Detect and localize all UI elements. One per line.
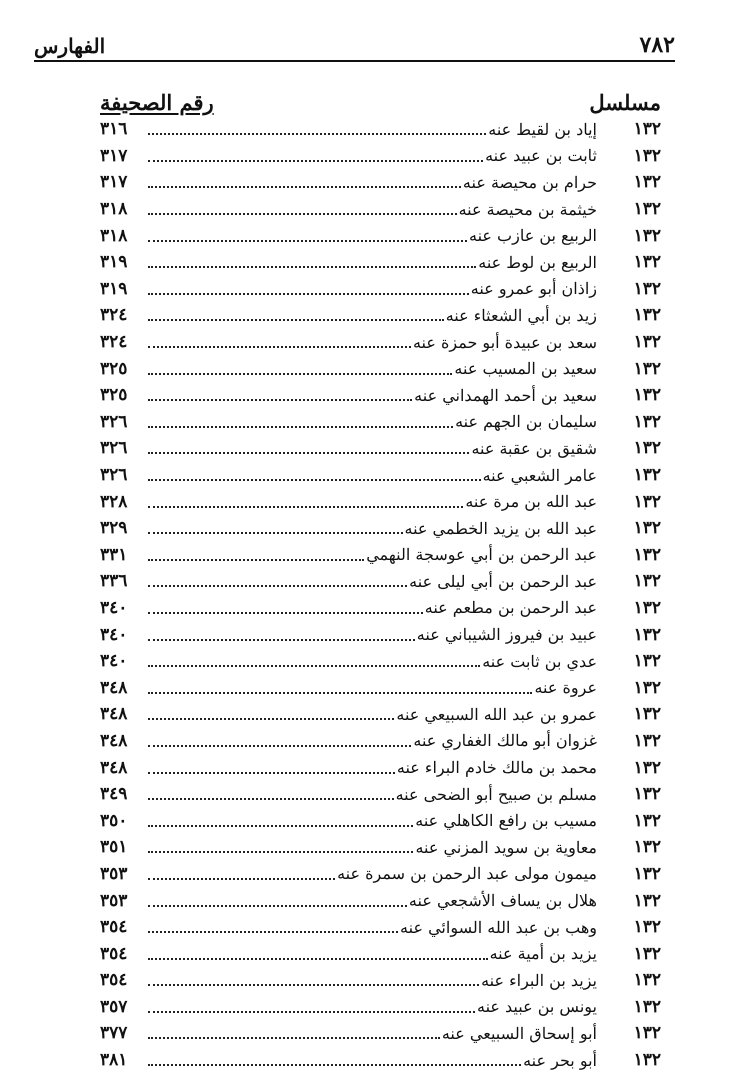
- dot-leader: [148, 931, 398, 933]
- entry-serial: ١٣٢: [633, 199, 661, 220]
- entry-name: عبد الرحمن بن أبي ليلى عنه: [409, 571, 597, 591]
- entry-page: ٣٤٨: [100, 704, 128, 725]
- dot-leader: [148, 745, 411, 747]
- entry-serial: ١٣٢: [633, 810, 661, 831]
- entry-serial: ١٣٢: [633, 730, 661, 751]
- entry-page: ٣٥٣: [100, 863, 128, 884]
- dot-leader: [148, 426, 453, 428]
- dot-leader: [148, 825, 413, 827]
- entry-name: حرام بن محيصة عنه: [462, 172, 597, 192]
- dot-leader: [148, 1064, 521, 1066]
- dot-leader: [148, 958, 488, 960]
- index-table-header: [100, 86, 661, 118]
- dot-leader: [148, 479, 481, 481]
- entry-page: ٣٢٥: [100, 385, 128, 406]
- entry-serial: ١٣٢: [633, 677, 661, 698]
- entry-name: عبيد بن فيروز الشيباني عنه: [416, 625, 597, 645]
- entry-page: ٣٢٩: [100, 518, 128, 539]
- entry-page: ٣٥٤: [100, 917, 128, 938]
- entry-page: ٣٨١: [100, 1050, 128, 1071]
- index-entry: [100, 674, 661, 701]
- index-entry: [100, 169, 661, 196]
- entry-page: ٣٢٤: [100, 332, 128, 353]
- dot-leader: [148, 293, 469, 295]
- index-entry: [100, 355, 661, 382]
- entry-serial: ١٣٢: [633, 1050, 661, 1071]
- running-title: الفهارس: [34, 34, 106, 58]
- entry-page: ٣٥٤: [100, 943, 128, 964]
- index-entry: [100, 914, 661, 941]
- entry-page: ٣٥٤: [100, 970, 128, 991]
- entry-name: مسيب بن رافع الكاهلي عنه: [415, 811, 597, 831]
- entry-name: ميمون مولى عبد الرحمن بن سمرة عنه: [337, 864, 597, 884]
- entry-name: شقيق بن عقبة عنه: [471, 438, 597, 458]
- index-entry: [100, 1047, 661, 1074]
- entry-name: ثابت بن عبيد عنه: [485, 146, 597, 166]
- entry-page: ٣٤٠: [100, 624, 128, 645]
- entry-serial: ١٣٢: [633, 145, 661, 166]
- entry-serial: ١٣٢: [633, 704, 661, 725]
- entry-name: سعيد بن أحمد الهمداني عنه: [414, 385, 597, 405]
- entry-name: يونس بن عبيد عنه: [476, 997, 597, 1017]
- dot-leader: [148, 798, 394, 800]
- entry-name: زاذان أبو عمرو عنه: [470, 279, 597, 299]
- page-number: ٧٨٢: [639, 32, 675, 58]
- entry-page: ٣١٦: [100, 119, 128, 140]
- dot-leader: [148, 585, 407, 587]
- entry-name: عبد الله بن مرة عنه: [465, 492, 597, 512]
- entry-page: ٣٢٦: [100, 465, 128, 486]
- dot-leader: [148, 319, 444, 321]
- entry-serial: ١٣٢: [633, 996, 661, 1017]
- entry-page: ٣٢٤: [100, 305, 128, 326]
- index-entry: [100, 302, 661, 329]
- dot-leader: [148, 373, 452, 375]
- dot-leader: [148, 160, 483, 162]
- entry-name: يزيد بن أمية عنه: [489, 944, 597, 964]
- index-entry: [100, 648, 661, 675]
- dot-leader: [148, 186, 461, 188]
- entry-name: إياد بن لقيط عنه: [488, 119, 597, 139]
- index-entry: [100, 329, 661, 356]
- entry-name: يزيد بن البراء عنه: [481, 970, 597, 990]
- index-entry: [100, 940, 661, 967]
- entry-serial: ١٣٢: [633, 970, 661, 991]
- index-entry: [100, 542, 661, 569]
- entry-serial: ١٣٢: [633, 332, 661, 353]
- index-entry: [100, 515, 661, 542]
- dot-leader: [148, 639, 415, 641]
- entry-serial: ١٣٢: [633, 278, 661, 299]
- entry-name: أبو بحر عنه: [523, 1050, 597, 1070]
- entry-page: ٣١٩: [100, 252, 128, 273]
- index-entry: [100, 488, 661, 515]
- entry-serial: ١٣٢: [633, 651, 661, 672]
- entry-serial: ١٣٢: [633, 784, 661, 805]
- entry-page: ٣٤٠: [100, 651, 128, 672]
- dot-leader: [148, 984, 479, 986]
- entry-serial: ١٣٢: [633, 917, 661, 938]
- index-entry: [100, 276, 661, 303]
- entry-serial: ١٣٢: [633, 571, 661, 592]
- index-entry: [100, 116, 661, 143]
- entry-page: ٣١٧: [100, 172, 128, 193]
- entry-serial: ١٣٢: [633, 172, 661, 193]
- entry-page: ٣٣١: [100, 544, 128, 565]
- dot-leader: [148, 1037, 440, 1039]
- entry-page: ٣١٨: [100, 199, 128, 220]
- entry-name: أبو إسحاق السبيعي عنه: [441, 1023, 597, 1043]
- dot-leader: [148, 133, 486, 135]
- index-entry: [100, 994, 661, 1021]
- dot-leader: [148, 851, 413, 853]
- entry-serial: ١٣٢: [633, 411, 661, 432]
- entry-serial: ١٣٢: [633, 757, 661, 778]
- entry-name: عدي بن ثابت عنه: [482, 651, 597, 671]
- entry-serial: ١٣٢: [633, 544, 661, 565]
- dot-leader: [148, 213, 457, 215]
- entry-serial: ١٣٢: [633, 890, 661, 911]
- dot-leader: [148, 266, 476, 268]
- index-entry: [100, 568, 661, 595]
- entry-name: الربيع بن لوط عنه: [478, 252, 597, 272]
- dot-leader: [148, 718, 394, 720]
- index-entry: [100, 728, 661, 755]
- entry-serial: ١٣٢: [633, 305, 661, 326]
- index-entry: [100, 621, 661, 648]
- index-entry: [100, 967, 661, 994]
- index-entry: [100, 754, 661, 781]
- entry-serial: ١٣٢: [633, 1023, 661, 1044]
- entry-page: ٣٢٥: [100, 358, 128, 379]
- dot-leader: [148, 1011, 475, 1013]
- entry-page: ٣٥١: [100, 837, 128, 858]
- entry-page: ٣٥٣: [100, 890, 128, 911]
- index-entry: [100, 595, 661, 622]
- index-entry: [100, 435, 661, 462]
- entry-serial: ١٣٢: [633, 624, 661, 645]
- entry-serial: ١٣٢: [633, 358, 661, 379]
- index-entry: [100, 196, 661, 223]
- entry-page: ٣١٧: [100, 145, 128, 166]
- entry-name: زيد بن أبي الشعثاء عنه: [445, 305, 597, 325]
- dot-leader: [148, 506, 463, 508]
- entry-page: ٣٣٦: [100, 571, 128, 592]
- dot-leader: [148, 452, 469, 454]
- entry-name: عبد الرحمن بن مطعم عنه: [424, 598, 597, 618]
- index-entry: [100, 861, 661, 888]
- entry-serial: ١٣٢: [633, 491, 661, 512]
- page-header: [34, 26, 675, 62]
- entry-serial: ١٣٢: [633, 119, 661, 140]
- index-entries-list: [100, 116, 661, 1073]
- dot-leader: [148, 559, 364, 561]
- index-entry: [100, 143, 661, 170]
- entry-name: عروة عنه: [534, 678, 597, 698]
- dot-leader: [148, 665, 480, 667]
- entry-serial: ١٣٢: [633, 465, 661, 486]
- entry-serial: ١٣٢: [633, 837, 661, 858]
- entry-page: ٣٤٠: [100, 597, 128, 618]
- page-column-header: رقم الصحيفة: [100, 89, 214, 115]
- entry-name: الربيع بن عازب عنه: [469, 226, 597, 246]
- entry-serial: ١٣٢: [633, 597, 661, 618]
- entry-name: سليمان بن الجهم عنه: [455, 412, 597, 432]
- index-entry: [100, 1020, 661, 1047]
- entry-page: ٣٤٨: [100, 677, 128, 698]
- entry-serial: ١٣٢: [633, 385, 661, 406]
- dot-leader: [148, 346, 411, 348]
- entry-serial: ١٣٢: [633, 252, 661, 273]
- entry-page: ٣٧٧: [100, 1023, 128, 1044]
- index-entry: [100, 222, 661, 249]
- entry-page: ٣٢٨: [100, 491, 128, 512]
- entry-page: ٣٤٨: [100, 730, 128, 751]
- index-entry: [100, 781, 661, 808]
- entry-name: عبد الله بن يزيد الخطمي عنه: [404, 518, 597, 538]
- entry-name: غزوان أبو مالك الغفاري عنه: [413, 731, 597, 751]
- entry-name: عامر الشعبي عنه: [482, 465, 597, 485]
- index-entry: [100, 834, 661, 861]
- entry-name: سعيد بن المسيب عنه: [454, 359, 597, 379]
- entry-name: خيثمة بن محيصة عنه: [458, 199, 597, 219]
- entry-page: ٣٥٠: [100, 810, 128, 831]
- entry-name: عمرو بن عبد الله السبيعي عنه: [396, 704, 597, 724]
- index-entry: [100, 887, 661, 914]
- entry-page: ٣١٩: [100, 278, 128, 299]
- entry-name: سعد بن عبيدة أبو حمزة عنه: [412, 332, 597, 352]
- entry-page: ٣٢٦: [100, 438, 128, 459]
- index-entry: [100, 382, 661, 409]
- entry-serial: ١٣٢: [633, 438, 661, 459]
- dot-leader: [148, 905, 407, 907]
- index-entry: [100, 462, 661, 489]
- entry-serial: ١٣٢: [633, 518, 661, 539]
- entry-name: هلال بن يساف الأشجعي عنه: [408, 891, 597, 911]
- entry-page: ٣٤٩: [100, 784, 128, 805]
- entry-name: محمد بن مالك خادم البراء عنه: [396, 758, 597, 778]
- dot-leader: [148, 532, 403, 534]
- entry-serial: ١٣٢: [633, 943, 661, 964]
- entry-page: ٣٤٨: [100, 757, 128, 778]
- index-entry: [100, 409, 661, 436]
- entry-name: وهب بن عبد الله السوائي عنه: [400, 917, 597, 937]
- index-entry: [100, 701, 661, 728]
- entry-serial: ١٣٢: [633, 863, 661, 884]
- entry-page: ٣٢٦: [100, 411, 128, 432]
- dot-leader: [148, 878, 335, 880]
- dot-leader: [148, 772, 395, 774]
- dot-leader: [148, 612, 423, 614]
- entry-serial: ١٣٢: [633, 225, 661, 246]
- index-entry: [100, 807, 661, 834]
- dot-leader: [148, 240, 467, 242]
- entry-name: مسلم بن صبيح أبو الضحى عنه: [395, 784, 597, 804]
- index-entry: [100, 249, 661, 276]
- serial-column-header: مسلسل: [589, 89, 661, 115]
- entry-name: عبد الرحمن بن أبي عوسجة النهمي: [366, 545, 597, 565]
- entry-name: معاوية بن سويد المزني عنه: [415, 837, 597, 857]
- entry-page: ٣١٨: [100, 225, 128, 246]
- entry-page: ٣٥٧: [100, 996, 128, 1017]
- dot-leader: [148, 399, 412, 401]
- dot-leader: [148, 692, 532, 694]
